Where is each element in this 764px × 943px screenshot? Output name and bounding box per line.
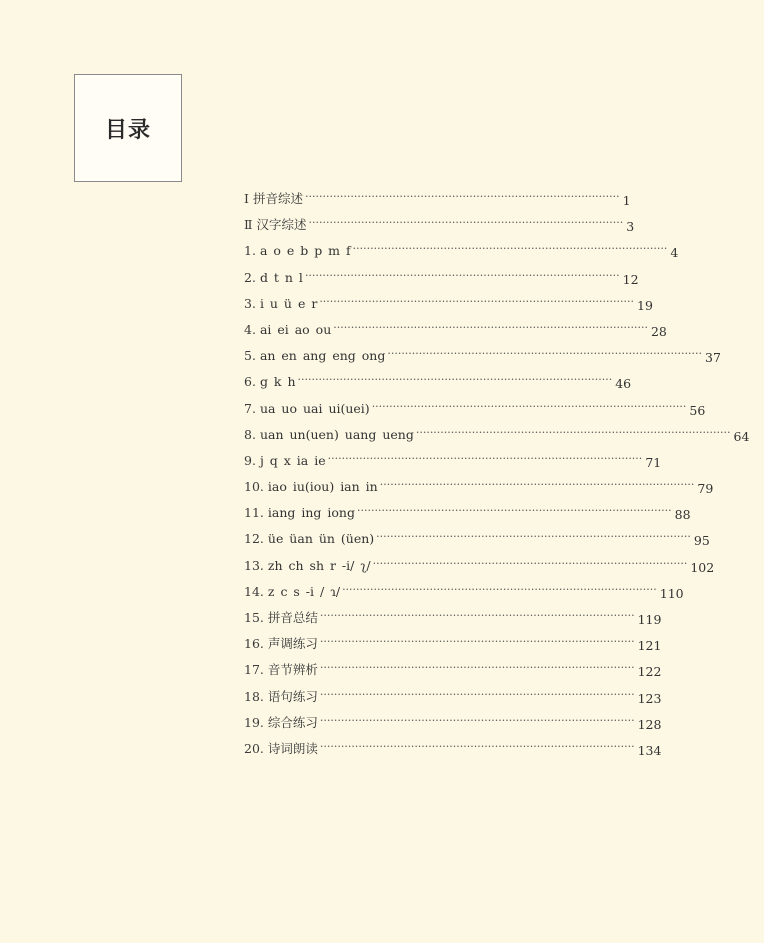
toc-entry-number: 13. (244, 557, 264, 573)
toc-entry-label: üe üan ün (üen) (267, 531, 375, 547)
toc-entry-label: 诗词朗读 (267, 740, 318, 756)
dot-leader: ·························································································· (333, 320, 648, 334)
toc-entry[interactable] (244, 422, 750, 448)
toc-entry-number: 2. (244, 269, 256, 285)
toc-entry-page: 28 (650, 323, 667, 339)
toc-entry-label: an en ang eng ong (259, 348, 386, 364)
title-box (74, 74, 182, 182)
toc-entry-page: 64 (733, 428, 750, 444)
toc-entry-number: Ⅰ (244, 191, 249, 206)
toc-entry-label: ai ei ao ou (259, 321, 332, 337)
toc-entry[interactable] (244, 684, 662, 710)
toc-entry-label: iang ing iong (267, 505, 355, 521)
toc-entry-page: 110 (659, 585, 684, 601)
toc-entry[interactable] (244, 526, 710, 552)
toc-entry-label: g k h (259, 374, 296, 390)
toc-entry[interactable] (244, 657, 662, 683)
dot-leader: ·························································································· (356, 504, 672, 518)
toc-entry-number: 12. (244, 531, 264, 547)
table-of-contents (244, 186, 750, 762)
dot-leader: ·························································································· (372, 556, 688, 570)
toc-entry-number: 9. (244, 452, 256, 468)
toc-entry[interactable] (244, 474, 714, 500)
toc-entry-number: 16. (244, 636, 264, 652)
toc-entry-page: 79 (697, 481, 714, 497)
toc-entry[interactable] (244, 317, 667, 343)
toc-entry[interactable] (244, 710, 662, 736)
dot-leader: ·························································································· (415, 425, 731, 439)
dot-leader: ·························································································· (319, 609, 635, 622)
toc-entry-page: 121 (637, 638, 662, 654)
dot-leader: ·························································································· (352, 242, 668, 256)
toc-entry-number: 11. (244, 505, 264, 521)
dot-leader: ·························································································· (319, 661, 635, 675)
toc-entry-label: 拼音总结 (267, 610, 318, 625)
toc-entry[interactable] (244, 238, 679, 264)
toc-entry-number: 10. (244, 479, 264, 495)
toc-entry-number: 15. (244, 610, 264, 625)
toc-entry-number: 8. (244, 426, 256, 442)
toc-entry-label: z c s -i / ɿ/ (267, 583, 341, 599)
dot-leader: ·························································································· (319, 739, 635, 753)
toc-entry-label: zh ch sh r -i/ ʅ/ (267, 557, 371, 573)
dot-leader: ·························································································· (379, 478, 695, 492)
toc-entry-number: 4. (244, 321, 256, 337)
dot-leader: ·························································································· (319, 713, 635, 727)
toc-entry-label: 音节辨析 (267, 662, 318, 678)
toc-entry-page: 71 (645, 454, 662, 470)
toc-entry-page: 119 (637, 612, 662, 627)
toc-entry-label: 声调练习 (267, 636, 318, 652)
toc-entry[interactable] (244, 736, 662, 762)
toc-entry-page: 122 (637, 664, 662, 680)
toc-entry[interactable] (244, 212, 635, 238)
toc-entry-page: 12 (622, 271, 639, 287)
toc-entry-page: 37 (705, 350, 721, 366)
toc-entry-page: 3 (626, 219, 635, 235)
toc-entry-label: ua uo uai ui(uei) (259, 400, 370, 416)
dot-leader: ·························································································· (297, 373, 613, 387)
toc-entry-label: i u ü e r (259, 295, 318, 311)
dot-leader: ·························································································· (319, 687, 635, 701)
toc-entry-label: 汉字综述 (256, 217, 307, 233)
toc-entry[interactable] (244, 579, 684, 605)
toc-entry-page: 46 (615, 376, 632, 392)
dot-leader: ·························································································· (319, 294, 635, 308)
toc-entry[interactable] (244, 265, 639, 291)
toc-entry-number: 6. (244, 374, 256, 390)
toc-entry-page: 123 (637, 690, 662, 706)
toc-entry[interactable] (244, 291, 653, 317)
toc-entry[interactable] (244, 186, 631, 212)
toc-entry-number: 14. (244, 583, 264, 599)
toc-entry-number: Ⅱ (244, 217, 253, 233)
dot-leader: ·························································································· (327, 451, 643, 465)
toc-entry-number: 7. (244, 400, 256, 416)
toc-entry-number: 1. (244, 243, 256, 259)
toc-entry[interactable] (244, 631, 662, 657)
toc-entry[interactable] (244, 343, 721, 369)
toc-entry[interactable] (244, 553, 715, 579)
toc-entry-page: 128 (637, 716, 662, 732)
toc-entry-number: 3. (244, 295, 256, 311)
toc-entry[interactable] (244, 500, 691, 526)
dot-leader: ·························································································· (308, 216, 624, 230)
toc-entry-number: 17. (244, 662, 264, 678)
toc-entry-label: j q x ia ie (259, 452, 326, 468)
dot-leader: ·························································································· (304, 268, 620, 282)
toc-entry-label: a o e b p m f (259, 243, 351, 259)
toc-entry[interactable] (244, 369, 632, 395)
toc-entry-page: 134 (637, 742, 662, 758)
dot-leader: ·························································································· (376, 530, 691, 544)
toc-entry-label: uan un(uen) uang ueng (259, 426, 414, 442)
toc-entry[interactable] (244, 448, 662, 474)
toc-entry-number: 5. (244, 348, 256, 364)
toc-entry-number: 20. (244, 740, 264, 756)
toc-entry-label: 综合练习 (267, 714, 318, 730)
toc-entry-label: d t n l (259, 269, 303, 285)
toc-entry-label: 拼音综述 (252, 191, 303, 206)
dot-leader: ·························································································· (319, 635, 635, 649)
toc-entry-label: 语句练习 (267, 688, 318, 704)
dot-leader: ·························································································· (342, 582, 657, 596)
toc-entry-page: 95 (693, 533, 710, 549)
toc-entry-page: 4 (670, 245, 679, 261)
toc-entry-page: 1 (622, 193, 631, 208)
toc-entry-number: 18. (244, 688, 264, 704)
toc-entry-number: 19. (244, 714, 264, 730)
dot-leader: ·························································································· (304, 190, 620, 203)
dot-leader: ·························································································· (387, 347, 703, 361)
toc-entry[interactable] (244, 605, 662, 631)
toc-entry-page: 56 (689, 402, 706, 418)
toc-entry-page: 88 (674, 507, 691, 523)
page-title: 目录 (104, 117, 151, 143)
toc-entry-page: 19 (637, 297, 653, 313)
toc-entry[interactable] (244, 396, 706, 422)
toc-entry-page: 102 (690, 559, 715, 575)
toc-entry-label: iao iu(iou) ian in (267, 479, 378, 495)
dot-leader: ·························································································· (371, 399, 687, 413)
